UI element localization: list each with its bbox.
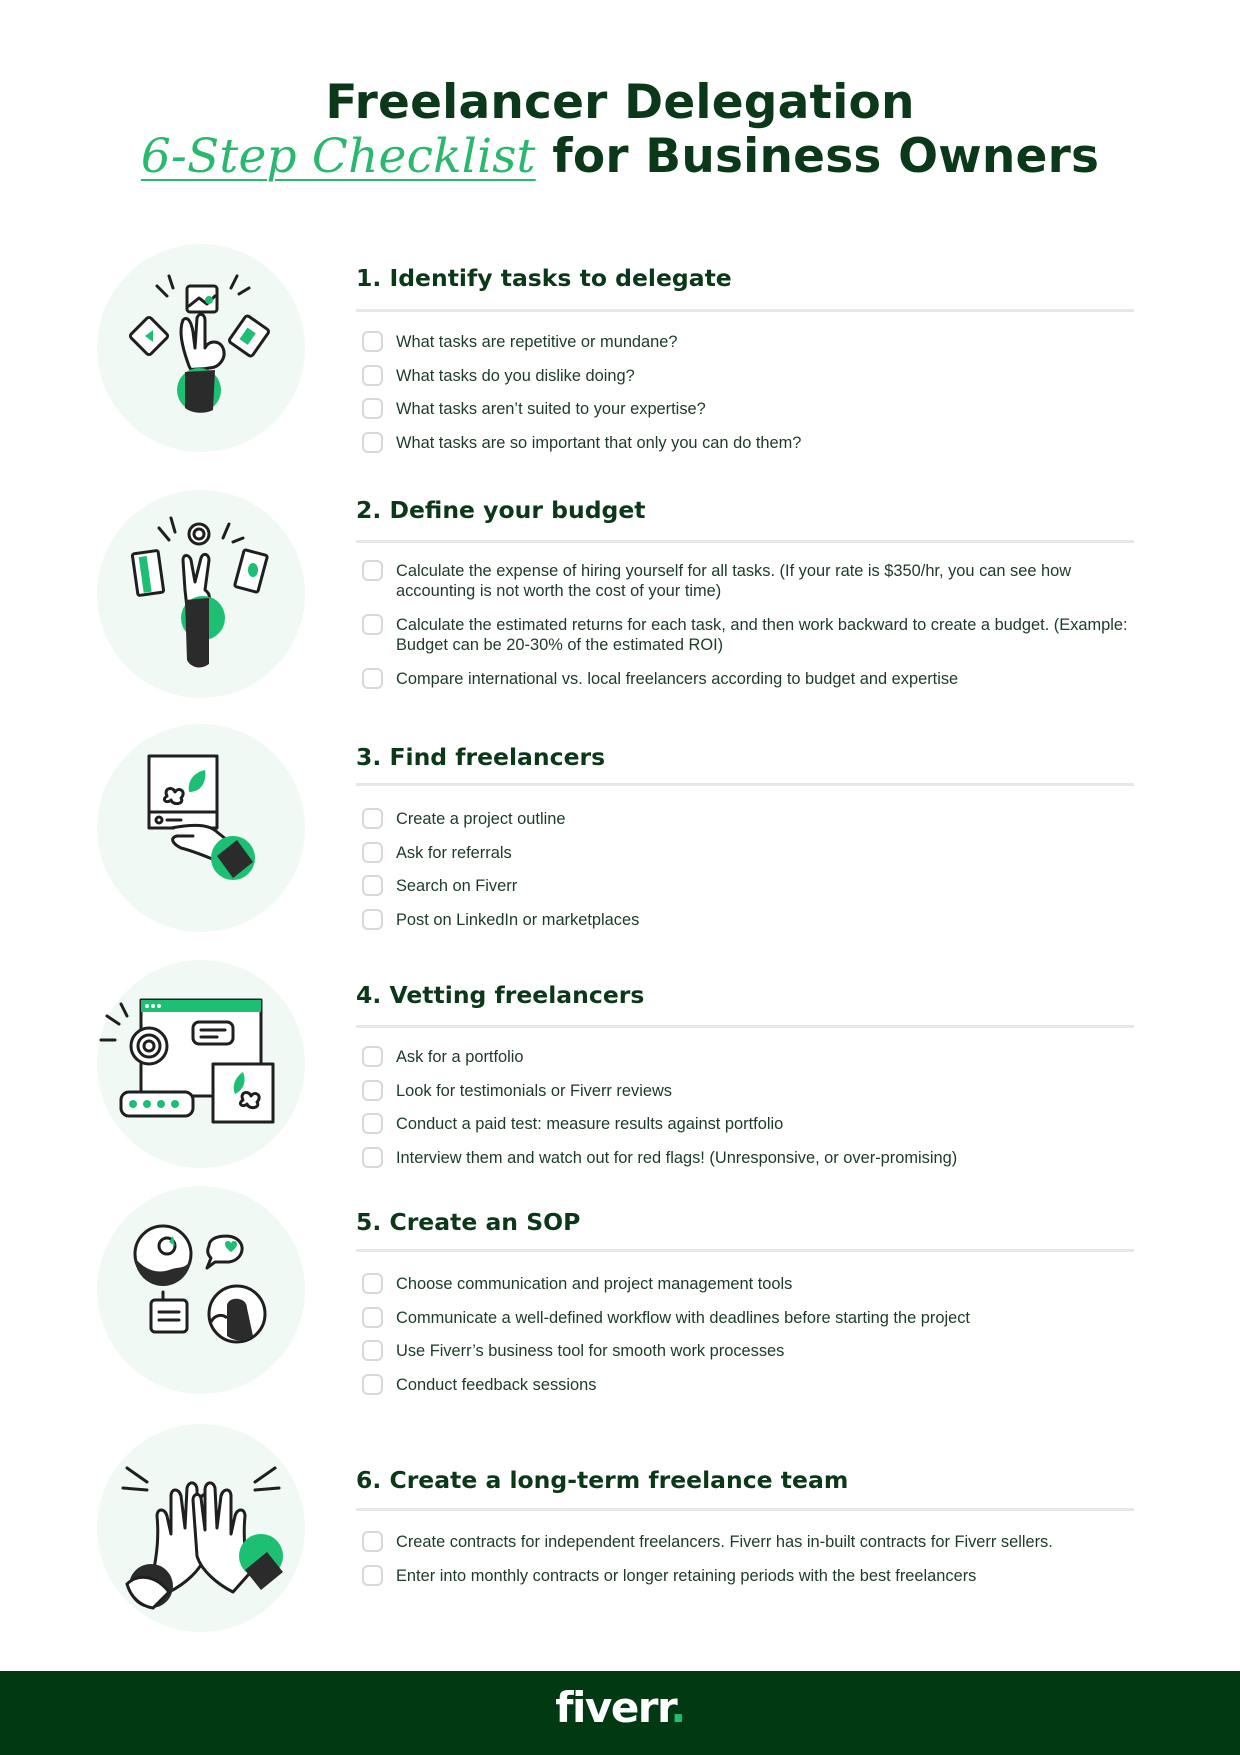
checklist-item: Calculate the estimated returns for each task, and then work backward to create a budget. (Example: Budget can be 20-30% of the estimated ROI)	[362, 615, 1152, 669]
ok-hand-icon	[97, 244, 305, 452]
section-title: 6. Create a long-term freelance team	[356, 1466, 849, 1494]
title-accent: 6-Step Checklist	[140, 129, 536, 184]
section-divider	[356, 783, 1134, 786]
section-6-illustration	[97, 1424, 305, 1632]
section-divider	[356, 540, 1134, 543]
section-divider	[356, 1249, 1134, 1252]
checkbox[interactable]	[362, 560, 383, 581]
logo-dot: .	[670, 1683, 685, 1732]
checkbox[interactable]	[362, 614, 383, 635]
checklist	[362, 1047, 1152, 1181]
checkbox[interactable]	[362, 1531, 383, 1552]
checklist-item: Conduct feedback sessions	[362, 1375, 1152, 1409]
section-title: 2. Define your budget	[356, 496, 646, 524]
communication-icon	[97, 1186, 305, 1394]
checkbox[interactable]	[362, 1307, 383, 1328]
checklist-item: Ask for referrals	[362, 843, 1152, 877]
section-5-illustration	[97, 1186, 305, 1394]
checkbox[interactable]	[362, 1273, 383, 1294]
title-line-1: Freelancer Delegation	[325, 75, 915, 130]
checklist	[362, 1532, 1152, 1599]
checklist-item: Choose communication and project management tools	[362, 1274, 1152, 1308]
hand-holding-profile-card-icon	[97, 724, 305, 932]
checklist-item: Use Fiverr’s business tool for smooth work processes	[362, 1341, 1152, 1375]
section-title: 4. Vetting freelancers	[356, 981, 645, 1009]
checklist-item: What tasks are so important that only you can do them?	[362, 433, 1152, 467]
checkbox[interactable]	[362, 1046, 383, 1067]
checklist-item: Communicate a well-defined workflow with deadlines before starting the project	[362, 1308, 1152, 1342]
checkbox[interactable]	[362, 909, 383, 930]
checkbox[interactable]	[362, 432, 383, 453]
title-line-2-rest: for Business Owners	[535, 129, 1100, 184]
checkbox[interactable]	[362, 331, 383, 352]
checklist	[362, 332, 1152, 466]
checkbox[interactable]	[362, 1374, 383, 1395]
checkbox[interactable]	[362, 1565, 383, 1586]
checklist-item: Calculate the expense of hiring yourself for all tasks. (If your rate is $350/hr, you can see how accounting is not worth the cost of your time)	[362, 561, 1152, 615]
footer	[0, 1671, 1240, 1755]
section-divider	[356, 1025, 1134, 1028]
checklist-item: Post on LinkedIn or marketplaces	[362, 910, 1152, 944]
section-divider	[356, 1508, 1134, 1511]
checklist-item: What tasks do you dislike doing?	[362, 366, 1152, 400]
checkbox[interactable]	[362, 808, 383, 829]
checklist-item: What tasks are repetitive or mundane?	[362, 332, 1152, 366]
checkbox[interactable]	[362, 1080, 383, 1101]
checkbox[interactable]	[362, 668, 383, 689]
section-title: 5. Create an SOP	[356, 1208, 581, 1236]
checklist	[362, 561, 1152, 699]
high-five-icon	[97, 1424, 305, 1632]
browser-reviews-icon	[97, 960, 305, 1168]
section-title: 1. Identify tasks to delegate	[356, 264, 732, 292]
checklist-item: Look for testimonials or Fiverr reviews	[362, 1081, 1152, 1115]
title-line-2	[0, 130, 1240, 184]
section-title: 3. Find freelancers	[356, 743, 606, 771]
checklist-item: Create a project outline	[362, 809, 1152, 843]
checklist	[362, 809, 1152, 943]
section-4-illustration	[97, 960, 305, 1168]
checklist-item: Create contracts for independent freelancers. Fiverr has in-built contracts for Fiverr sellers.	[362, 1532, 1152, 1566]
section-2-illustration	[97, 490, 305, 698]
checklist-item: Interview them and watch out for red flags! (Unresponsive, or over-promising)	[362, 1148, 1152, 1182]
checkbox[interactable]	[362, 365, 383, 386]
page-title	[0, 76, 1240, 184]
checklist-item: Enter into monthly contracts or longer retaining periods with the best freelancers	[362, 1566, 1152, 1600]
checkbox[interactable]	[362, 398, 383, 419]
checklist	[362, 1274, 1152, 1408]
section-divider	[356, 309, 1134, 312]
checklist-item: Compare international vs. local freelancers according to budget and expertise	[362, 669, 1152, 699]
checkbox[interactable]	[362, 875, 383, 896]
section-3-illustration	[97, 724, 305, 932]
checkbox[interactable]	[362, 1340, 383, 1361]
checklist-item: What tasks aren’t suited to your expertise?	[362, 399, 1152, 433]
peace-hand-money-icon	[97, 490, 305, 698]
checklist-item: Ask for a portfolio	[362, 1047, 1152, 1081]
checkbox[interactable]	[362, 1147, 383, 1168]
fiverr-logo: fiverr.	[555, 1683, 685, 1732]
checkbox[interactable]	[362, 1113, 383, 1134]
checkbox[interactable]	[362, 842, 383, 863]
checklist-item: Search on Fiverr	[362, 876, 1152, 910]
section-1-illustration	[97, 244, 305, 452]
checklist-item: Conduct a paid test: measure results against portfolio	[362, 1114, 1152, 1148]
